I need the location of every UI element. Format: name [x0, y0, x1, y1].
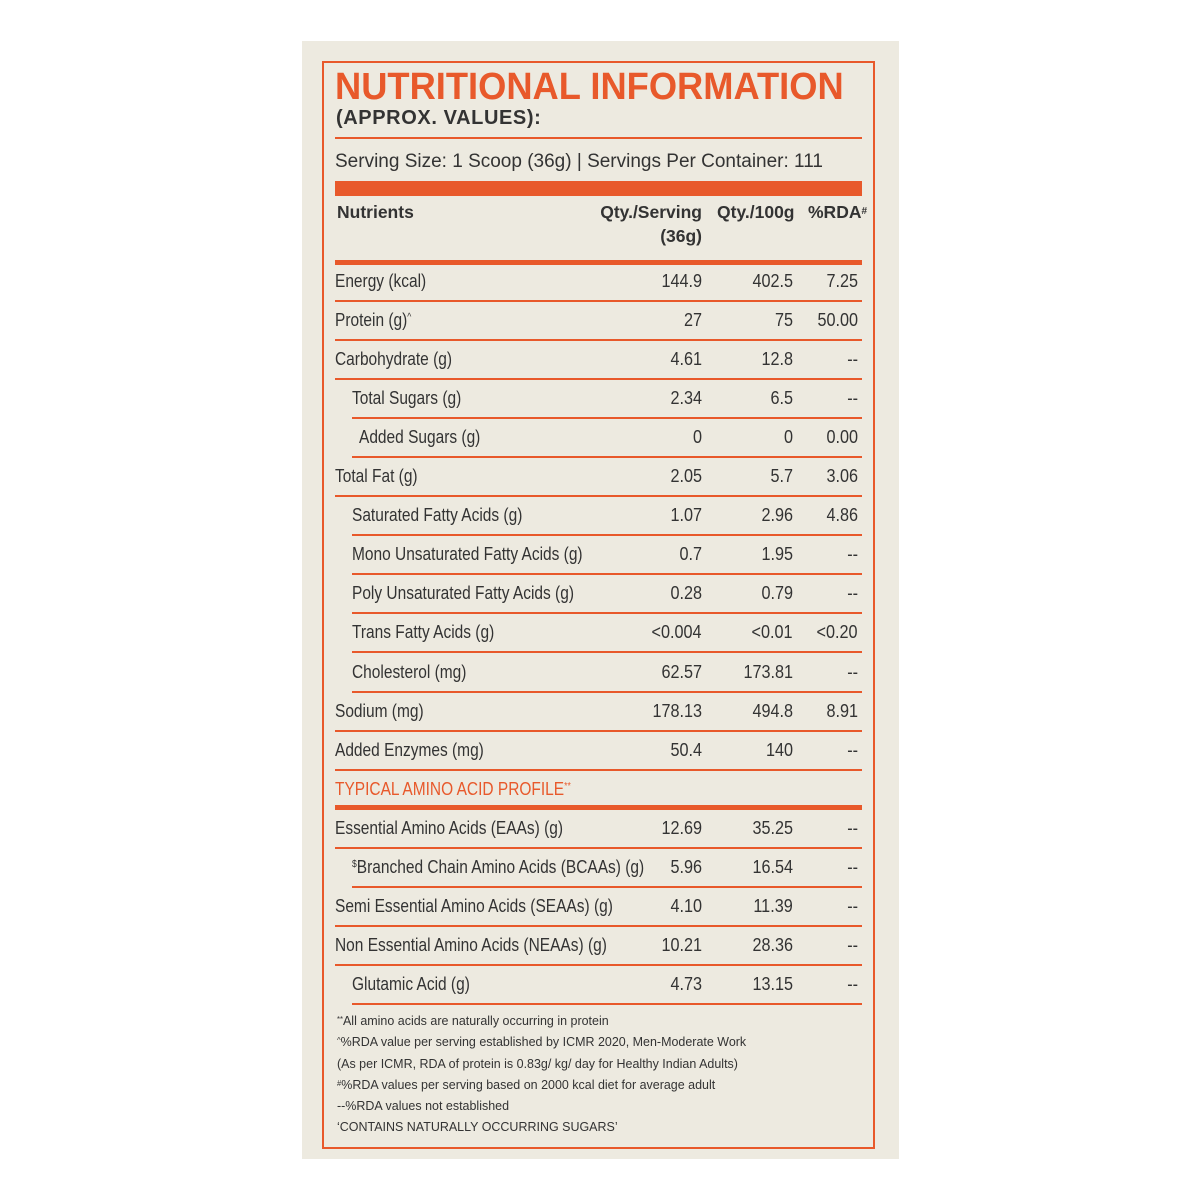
nutrient-name-text: Glutamic Acid (g)	[352, 973, 470, 994]
qty-per-serving: 50.4	[670, 739, 702, 760]
amino-row	[335, 927, 862, 966]
nutrient-name-text: Semi Essential Amino Acids (SEAAs) (g)	[335, 895, 613, 916]
rda-value: 8.91	[826, 700, 858, 721]
footnote-text: --%RDA values not established	[337, 1098, 510, 1114]
rda-value: --	[847, 583, 858, 604]
footnotes	[337, 1010, 763, 1138]
footnote-line	[337, 1031, 746, 1052]
qty-per-serving: 62.57	[661, 661, 702, 682]
footnote-text: All amino acids are naturally occurring in protein	[342, 1013, 609, 1028]
qty-per-100g: 13.15	[752, 973, 793, 994]
nutrient-name-text: Total Fat (g)	[335, 466, 418, 487]
nutrient-name	[335, 458, 418, 494]
qty-per-100g: 28.36	[752, 934, 793, 955]
nutrient-name-text: Cholesterol (mg)	[352, 661, 467, 682]
amino-section-title	[335, 771, 571, 807]
qty-per-serving: 1.07	[670, 505, 702, 526]
nutrient-name	[352, 849, 644, 885]
footnote-line	[337, 1116, 746, 1137]
qty-per-serving: 10.21	[661, 934, 702, 955]
nutrient-name	[335, 263, 426, 299]
nutrient-row	[335, 614, 862, 653]
nutrient-name-text: Essential Amino Acids (EAAs) (g)	[335, 817, 563, 838]
rda-value: --	[847, 349, 858, 370]
qty-per-serving: 0.7	[679, 544, 702, 565]
nutrient-row	[335, 497, 862, 536]
nutrient-name-text: Carbohydrate (g)	[335, 349, 453, 370]
qty-per-100g: 75	[774, 310, 793, 331]
qty-per-100g: 1.95	[761, 544, 793, 565]
footnote-text: %RDA values per serving based on 2000 kcal diet for average adult	[341, 1076, 716, 1092]
nutrient-name-text: Energy (kcal)	[335, 271, 427, 291]
nutrient-name-text: Sodium (mg)	[335, 700, 424, 721]
col-header-per-serving-line1: Qty./Serving	[600, 202, 702, 222]
nutrient-name	[335, 341, 452, 377]
nutrient-name	[352, 966, 470, 1002]
rda-value: --	[847, 856, 858, 877]
nutrient-name	[359, 419, 480, 455]
qty-per-100g: 140	[765, 739, 793, 760]
qty-per-serving: 27	[683, 310, 702, 331]
nutrient-name-text: Poly Unsaturated Fatty Acids (g)	[352, 583, 574, 604]
col-header-per-100g: Qty./100g	[717, 202, 795, 222]
nutrient-name-text: Branched Chain Amino Acids (BCAAs) (g)	[356, 856, 645, 877]
qty-per-100g: 5.7	[770, 466, 793, 487]
rda-value: --	[847, 739, 858, 760]
qty-per-serving: 4.10	[670, 895, 702, 916]
nutrient-name-text: Trans Fatty Acids (g)	[352, 622, 495, 643]
amino-section-header	[335, 771, 862, 810]
nutrient-row	[335, 536, 862, 575]
amino-row	[335, 849, 862, 888]
qty-per-100g: 11.39	[753, 895, 793, 916]
label-title: NUTRITIONAL INFORMATION	[335, 66, 844, 108]
rda-value: --	[847, 388, 858, 409]
rda-value: --	[847, 661, 858, 682]
nutrient-mark: ^	[407, 312, 412, 324]
footnote-mark: ^	[337, 1036, 341, 1046]
qty-per-serving: 4.61	[670, 349, 702, 370]
header-top-bar	[335, 181, 862, 196]
nutrient-name-text: Non Essential Amino Acids (NEAAs) (g)	[335, 934, 607, 955]
nutrient-name	[335, 927, 607, 963]
rda-value: <0.20	[817, 622, 858, 643]
col-header-per-serving	[600, 200, 702, 248]
serving-info: Serving Size: 1 Scoop (36g) | Servings Per Container: 111	[335, 151, 823, 172]
qty-per-serving: 144.9	[661, 271, 702, 291]
qty-per-100g: 402.5	[752, 271, 793, 291]
qty-per-serving: 2.05	[670, 466, 702, 487]
nutrient-name	[335, 302, 411, 338]
amino-section-title-text: TYPICAL AMINO ACID PROFILE	[335, 778, 565, 799]
qty-per-100g: 0	[783, 427, 793, 448]
nutrient-name-text: Mono Unsaturated Fatty Acids (g)	[352, 544, 583, 565]
qty-per-100g: 173.81	[743, 661, 793, 682]
rda-value: 7.25	[826, 271, 858, 291]
qty-per-100g: 0.79	[761, 583, 793, 604]
nutrient-name	[352, 575, 574, 611]
qty-per-serving: 5.96	[670, 856, 702, 877]
label-subtitle: (APPROX. VALUES):	[336, 107, 542, 129]
nutrient-name	[335, 693, 424, 729]
col-header-nutrients: Nutrients	[337, 202, 414, 222]
nutrient-row	[335, 419, 862, 458]
nutrient-row	[335, 458, 862, 497]
nutrient-row	[335, 732, 862, 771]
col-header-per-serving-line2: (36g)	[660, 226, 702, 246]
nutrient-pre-mark: $	[352, 858, 357, 870]
nutrient-row	[335, 380, 862, 419]
rda-value: 0.00	[826, 427, 858, 448]
nutrient-row	[335, 575, 862, 614]
rda-value: --	[847, 934, 858, 955]
rda-value: --	[847, 544, 858, 565]
footnote-line	[337, 1095, 746, 1116]
title-divider	[335, 137, 862, 139]
nutrient-row	[335, 654, 862, 693]
qty-per-serving: 178.13	[652, 700, 702, 721]
nutrient-row	[335, 263, 862, 302]
nutrient-row	[335, 302, 862, 341]
row-divider	[352, 1003, 862, 1005]
amino-section-mark: **	[564, 780, 571, 792]
footnote-mark: #	[337, 1078, 342, 1088]
nutrient-name	[352, 614, 494, 650]
footnote-text: ‘CONTAINS NATURALLY OCCURRING SUGARS’	[337, 1119, 618, 1135]
footnote-line	[337, 1053, 746, 1074]
qty-per-100g: 2.96	[761, 505, 793, 526]
col-header-rda	[808, 200, 867, 224]
amino-row	[335, 888, 862, 927]
nutrient-name-text: Added Enzymes (mg)	[335, 739, 484, 760]
nutrient-name	[352, 654, 466, 690]
qty-per-serving: 0	[692, 427, 702, 448]
footnote-line	[337, 1010, 746, 1031]
rda-value: 4.86	[826, 505, 858, 526]
nutrient-name	[335, 732, 484, 768]
qty-per-100g: 12.8	[761, 349, 793, 370]
rda-value: 3.06	[826, 466, 858, 487]
rda-value: --	[847, 973, 858, 994]
nutrient-row	[335, 341, 862, 380]
nutrient-name-text: Protein (g)	[335, 310, 408, 331]
qty-per-serving: 2.34	[670, 388, 702, 409]
qty-per-100g: <0.01	[752, 622, 793, 643]
footnote-text: (As per ICMR, RDA of protein is 0.83g/ kg/ day for Healthy Indian Adults)	[337, 1055, 738, 1071]
col-header-rda-label: %RDA	[808, 202, 862, 222]
qty-per-100g: 6.5	[770, 388, 793, 409]
rda-value: 50.00	[817, 310, 858, 331]
nutrient-name	[352, 380, 461, 416]
footnote-mark: **	[337, 1015, 343, 1024]
qty-per-serving: 4.73	[670, 973, 702, 994]
qty-per-100g: 35.25	[752, 817, 793, 838]
rda-value: --	[847, 817, 858, 838]
nutrient-name	[335, 888, 613, 924]
footnote-text: %RDA value per serving established by ICMR 2020, Men-Moderate Work	[340, 1034, 747, 1050]
nutrient-row	[335, 693, 862, 732]
nutrient-name	[352, 497, 522, 533]
nutrient-name-text: Total Sugars (g)	[352, 388, 462, 409]
nutrient-name	[352, 536, 583, 572]
rda-value: --	[847, 895, 858, 916]
amino-row	[335, 966, 862, 1005]
col-header-rda-mark: #	[861, 206, 868, 217]
qty-per-serving: 12.69	[661, 817, 702, 838]
nutrient-name-text: Saturated Fatty Acids (g)	[352, 505, 523, 526]
qty-per-100g: 494.8	[752, 700, 793, 721]
footnote-line	[337, 1074, 746, 1095]
nutrient-name-text: Added Sugars (g)	[359, 427, 481, 448]
nutrient-name	[335, 810, 563, 846]
amino-row	[335, 810, 862, 849]
qty-per-serving: 0.28	[670, 583, 702, 604]
qty-per-100g: 16.54	[752, 856, 793, 877]
qty-per-serving: <0.004	[651, 622, 702, 643]
